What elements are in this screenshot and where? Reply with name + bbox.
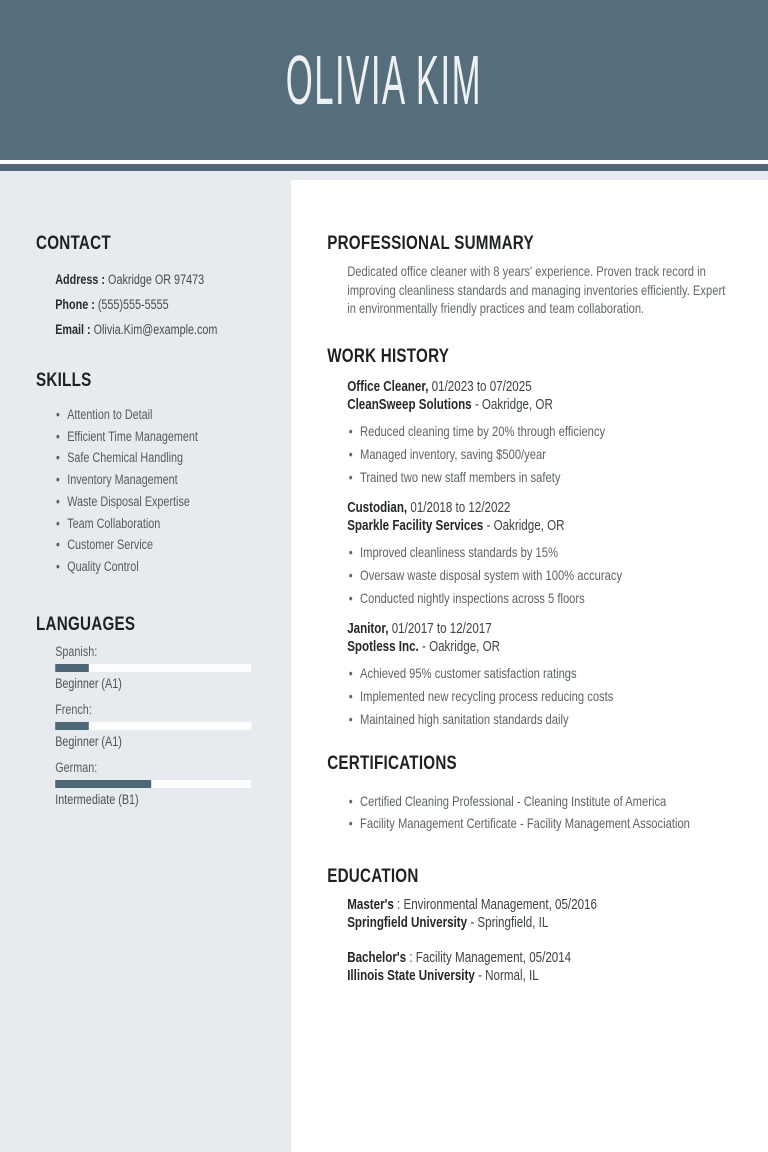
job-bullet: • Implemented new recycling process reducing costs	[347, 685, 734, 708]
job-location: - Oakridge, OR	[421, 638, 500, 655]
language-progress-track	[55, 722, 251, 730]
contact-item-address	[55, 267, 261, 292]
language-progress-track	[55, 664, 251, 672]
job-title: Custodian,	[347, 499, 408, 516]
language-progress-fill	[55, 664, 88, 672]
job-bullet: • Oversaw waste disposal system with 100% accuracy	[347, 564, 734, 587]
skills-section	[36, 370, 261, 578]
language-item-spanish	[55, 644, 261, 692]
school-location: - Normal, IL	[478, 967, 539, 984]
main-column	[291, 180, 768, 1152]
skill-item: • Attention to Detail	[55, 404, 261, 426]
degree-detail: : Environmental Management, 05/2016	[397, 896, 597, 913]
language-level: Beginner (A1)	[55, 675, 122, 691]
job-company-line	[347, 638, 734, 656]
languages-title: LANGUAGES	[36, 613, 136, 635]
school-line	[347, 914, 734, 932]
job-title: Janitor,	[347, 620, 389, 637]
contact-title: CONTACT	[36, 233, 111, 254]
contact-label: Phone :	[55, 297, 95, 312]
job-dates: 01/2017 to 12/2017	[391, 620, 492, 637]
school-name: Springfield University	[347, 914, 468, 931]
skill-item: • Waste Disposal Expertise	[55, 491, 261, 513]
sidebar	[0, 171, 291, 1152]
job-title-line	[347, 499, 734, 517]
language-level: Intermediate (B1)	[55, 791, 139, 807]
contact-list	[36, 267, 261, 342]
job-location: - Oakridge, OR	[486, 517, 565, 534]
certifications-title: CERTIFICATIONS	[327, 752, 457, 774]
candidate-name: OLIVIA KIM	[285, 41, 483, 119]
contact-value: Oakridge OR 97473	[108, 272, 205, 287]
certification-item: • Facility Management Certificate - Facility Management Association	[347, 812, 734, 834]
skill-item: • Safe Chemical Handling	[55, 447, 261, 469]
contact-label: Email :	[55, 322, 91, 337]
job-entry-office-cleaner	[327, 378, 734, 489]
job-dates: 01/2018 to 12/2022	[410, 499, 511, 516]
header-divider-dark	[0, 164, 768, 171]
language-progress-track	[55, 780, 251, 788]
school-location: - Springfield, IL	[470, 914, 549, 931]
education-section	[327, 866, 734, 985]
skill-item: • Customer Service	[55, 534, 261, 556]
job-entry-custodian	[327, 499, 734, 610]
degree-entry-bachelors	[327, 949, 734, 985]
degree-detail: : Facility Management, 05/2014	[409, 949, 572, 966]
job-company-line	[347, 517, 734, 535]
job-bullet-list	[347, 420, 734, 489]
certification-item: • Certified Cleaning Professional - Cleaning Institute of America	[347, 790, 734, 812]
job-dates: 01/2023 to 07/2025	[431, 378, 532, 395]
job-title-line	[347, 378, 734, 396]
summary-section	[327, 233, 734, 318]
job-company: CleanSweep Solutions	[347, 396, 472, 413]
work-history-title: WORK HISTORY	[327, 345, 450, 367]
work-history-section	[327, 346, 734, 731]
certifications-section	[327, 753, 734, 834]
language-level: Beginner (A1)	[55, 733, 122, 749]
job-company: Spotless Inc.	[347, 638, 419, 655]
school-line	[347, 967, 734, 985]
contact-value: Olivia.Kim@example.com	[93, 322, 218, 337]
job-location: - Oakridge, OR	[474, 396, 553, 413]
degree-line	[347, 949, 734, 967]
job-title-line	[347, 620, 734, 638]
contact-value: (555)555-5555	[97, 297, 169, 312]
summary-title: PROFESSIONAL SUMMARY	[327, 233, 534, 254]
contact-section	[36, 233, 261, 342]
degree-line	[347, 896, 734, 914]
language-name: Spanish:	[55, 643, 98, 659]
skill-item: • Quality Control	[55, 556, 261, 578]
degree-entry-masters	[327, 896, 734, 932]
contact-label: Address :	[55, 272, 106, 287]
job-bullet: • Trained two new staff members in safety	[347, 466, 734, 489]
degree-name: Bachelor's	[347, 949, 407, 966]
language-name: French:	[55, 701, 92, 717]
skills-list	[36, 404, 261, 578]
contact-item-email	[55, 317, 261, 342]
resume-header	[0, 0, 768, 160]
job-title: Office Cleaner,	[347, 378, 429, 395]
languages-list	[36, 644, 261, 808]
job-bullet: • Managed inventory, saving $500/year	[347, 443, 734, 466]
languages-section	[36, 614, 261, 808]
language-item-german	[55, 760, 261, 808]
job-bullet-list	[347, 662, 734, 731]
skills-title: SKILLS	[36, 370, 92, 391]
summary-text: Dedicated office cleaner with 8 years' experience. Proven track record in improving cleanliness standards and managing inventories efficiently. Expert in environmentally friendly practices and team collaboration.	[347, 263, 726, 316]
job-company-line	[347, 396, 734, 414]
job-bullet-list	[347, 541, 734, 610]
job-bullet: • Achieved 95% customer satisfaction ratings	[347, 662, 734, 685]
job-entry-janitor	[327, 620, 734, 731]
degree-name: Master's	[347, 896, 394, 913]
skill-item: • Efficient Time Management	[55, 426, 261, 448]
job-company: Sparkle Facility Services	[347, 517, 484, 534]
certification-list	[327, 790, 734, 834]
language-progress-fill	[55, 722, 88, 730]
skill-item: • Inventory Management	[55, 469, 261, 491]
contact-item-phone	[55, 292, 261, 317]
school-name: Illinois State University	[347, 967, 475, 984]
education-title: EDUCATION	[327, 865, 419, 887]
language-progress-fill	[55, 780, 151, 788]
job-bullet: • Conducted nightly inspections across 5 floors	[347, 587, 734, 610]
skill-item: • Team Collaboration	[55, 513, 261, 535]
job-bullet: • Maintained high sanitation standards daily	[347, 708, 734, 731]
language-name: German:	[55, 759, 98, 775]
job-bullet: • Improved cleanliness standards by 15%	[347, 541, 734, 564]
language-item-french	[55, 702, 261, 750]
resume-body	[0, 171, 768, 1152]
job-bullet: • Reduced cleaning time by 20% through efficiency	[347, 420, 734, 443]
